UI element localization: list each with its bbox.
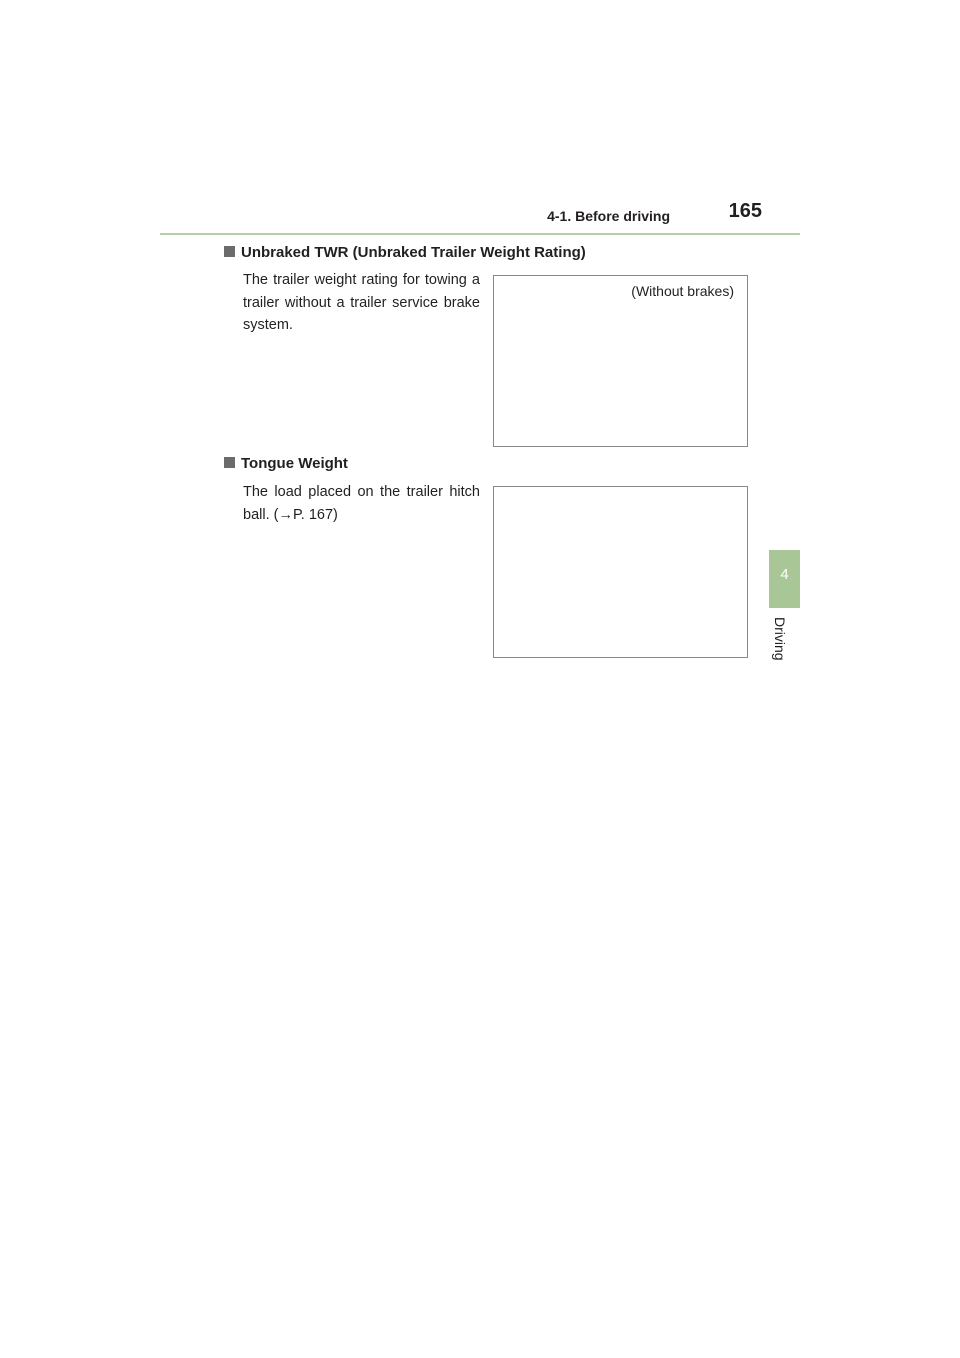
section-heading-text: Tongue Weight xyxy=(241,455,348,472)
illustration-frame xyxy=(493,275,748,447)
section-heading xyxy=(224,244,586,261)
chapter-label: Driving xyxy=(772,617,788,661)
section-body: The load placed on the trailer hitch ball. (→P. 167) xyxy=(243,484,480,523)
square-bullet-icon xyxy=(224,457,235,468)
section-title: 4-1. Before driving xyxy=(547,208,670,224)
header-rule xyxy=(160,233,800,235)
chapter-number: 4 xyxy=(780,566,789,583)
illustration-frame xyxy=(493,486,748,658)
section-heading xyxy=(224,455,348,472)
section-body: The trailer weight rating for towing a trailer without a trailer service brake system. xyxy=(243,272,480,333)
section-heading-text: Unbraked TWR (Unbraked Trailer Weight Rating) xyxy=(241,244,586,261)
figure-caption: (Without brakes) xyxy=(631,283,734,299)
page-number: 165 xyxy=(728,200,762,222)
square-bullet-icon xyxy=(224,246,235,257)
